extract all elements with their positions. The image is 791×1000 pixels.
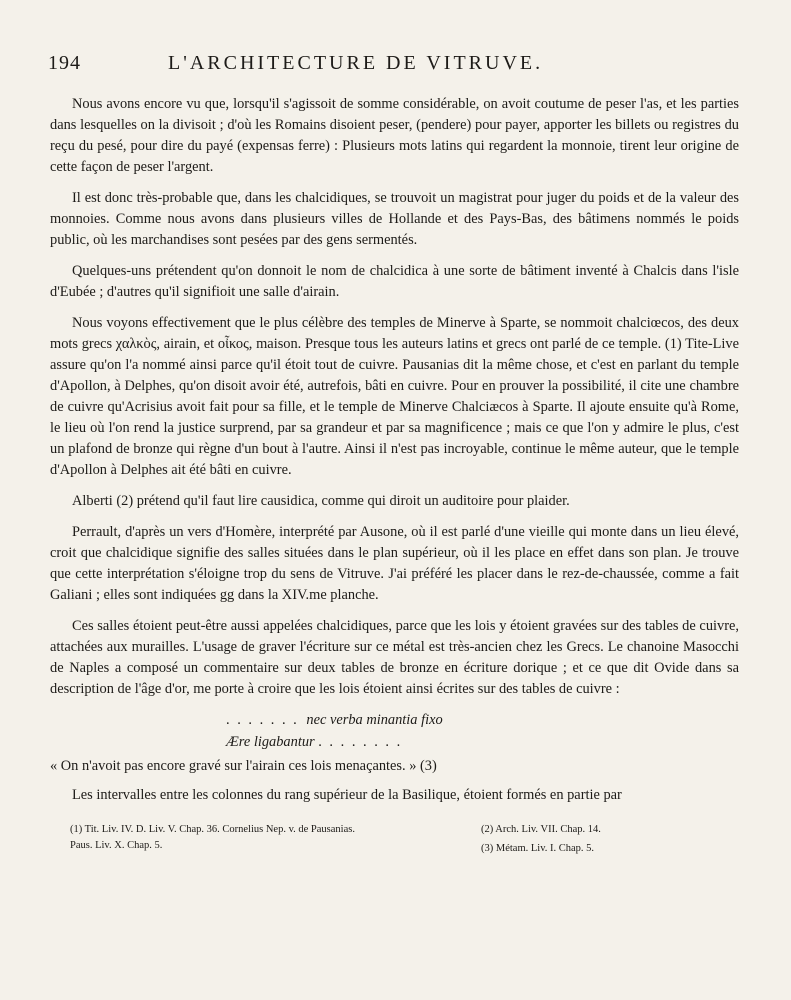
body-text	[50, 94, 739, 816]
footnotes-right-column	[481, 822, 721, 860]
verse-ellipsis: . . . . . . . .	[318, 734, 403, 750]
page-header	[48, 52, 739, 80]
verse-ellipsis: . . . . . . .	[226, 712, 299, 728]
running-title: L'ARCHITECTURE DE VITRUVE.	[168, 52, 544, 74]
paragraph-6: Perrault, d'après un vers d'Homère, interprété par Ausone, où il est parlé d'une vieille qui monte dans un lieu élevé, croit que chalcidique signifie des salles situées dans le plan supérieur, où il les place en effet dans son plan. Je trouve que cette interprétation s'éloigne trop du sens de Vitruve. J'ai préféré les placer dans le rez-de-chaussée, comme a fait Galiani ; elles sont indiquées gg dans la XIV.me planche.	[50, 524, 739, 603]
verse-line-2	[226, 732, 739, 752]
footnotes-left-column	[70, 822, 380, 860]
paragraph-4: Nous voyons effectivement que le plus célèbre des temples de Minerve à Sparte, se nommoit chalciœcos, des deux mots grecs χαλκὸς, airain, et οἶκος, maison. Presque tous les auteurs latins et grecs ont parlé de ce temple. (1) Tite-Live assure qu'on l'a nommé ainsi parce qu'il étoit tout de cuivre. Pausanias dit la même chose, et c'est en parlant du temple d'Apollon, à Delphes, qu'on disoit avoir été, autrefois, bâti en cuivre. Pour en prouver la possibilité, il cite une chambre de cuivre qu'Acrisius avoit fait pour sa fille, et le temple de Minerve Chalciæcos à Sparte. Il ajoute ensuite qu'à Rome, le lieu où l'on rend la justice surprend, par sa grandeur et par sa magnificence ; mais ce que l'on y admire le plus, c'est un plafond de bronze qui règne d'un bout à l'autre. Ainsi il n'est pas incroyable, continue le même auteur, que le temple d'Apollon à Delphes ait été bâti en cuivre.	[50, 315, 739, 478]
footnote-1: (1) Tit. Liv. IV. D. Liv. V. Chap. 36. Cornelius Nep. v. de Pausanias. Paus. Liv. X. Chap. 5.	[70, 824, 355, 851]
page-number: 194	[48, 52, 81, 74]
paragraph-2: Il est donc très-probable que, dans les chalcidiques, se trouvoit un magistrat pour juger du poids et de la valeur des monnoies. Comme nous avons dans plusieurs villes de Hollande et des Pays-Bas, des bâtimens nommés le poids public, où les marchandises sont pesées par des gens sermentés.	[50, 190, 739, 248]
verse-line-1	[226, 710, 739, 730]
footnote-2: (2) Arch. Liv. VII. Chap. 14.	[481, 824, 601, 835]
closing-paragraph: Les intervalles entre les colonnes du rang supérieur de la Basilique, étoient formés en partie par	[72, 787, 622, 803]
footnotes	[70, 822, 721, 860]
translation-quote: « On n'avoit pas encore gravé sur l'airain ces lois menaçantes. » (3)	[50, 758, 437, 774]
paragraph-5: Alberti (2) prétend qu'il faut lire causidica, comme qui diroit un auditoire pour plaider.	[72, 493, 570, 509]
paragraph-3: Quelques-uns prétendent qu'on donnoit le nom de chalcidica à une sorte de bâtiment inventé à Chalcis dans l'isle d'Eubée ; d'autres qu'il signifioit une salle d'airain.	[50, 263, 739, 300]
verse-text: nec verba minantia fixo	[306, 712, 443, 728]
verse-text: Ære ligabantur	[226, 734, 315, 750]
paragraph-1: Nous avons encore vu que, lorsqu'il s'agissoit de somme considérable, on avoit coutume de peser l'as, et les parties dans lesquelles on la divisoit ; d'où les Romains disoient peser, (pendere) pour payer, apporter les billets ou registres du reçu du pesé, pour dire du payé (expensas ferre) : Plusieurs mots latins qui regardent la monnoie, tirent leur origine de cette façon de peser l'argent.	[50, 96, 739, 175]
footnote-3: (3) Métam. Liv. I. Chap. 5.	[481, 843, 595, 854]
paragraph-7: Ces salles étoient peut-être aussi appelées chalcidiques, parce que les lois y étoient gravées sur des tables de cuivre, attachées aux murailles. L'usage de graver l'écriture sur ce métal est très-ancien chez les Grecs. Le chanoine Masocchi de Naples a composé un commentaire sur deux tables de bronze en écriture dorique ; et ce que dit Ovide dans sa description de l'âge d'or, me porte à croire que les lois étoient ainsi écrites sur des tables de cuivre :	[50, 618, 739, 697]
